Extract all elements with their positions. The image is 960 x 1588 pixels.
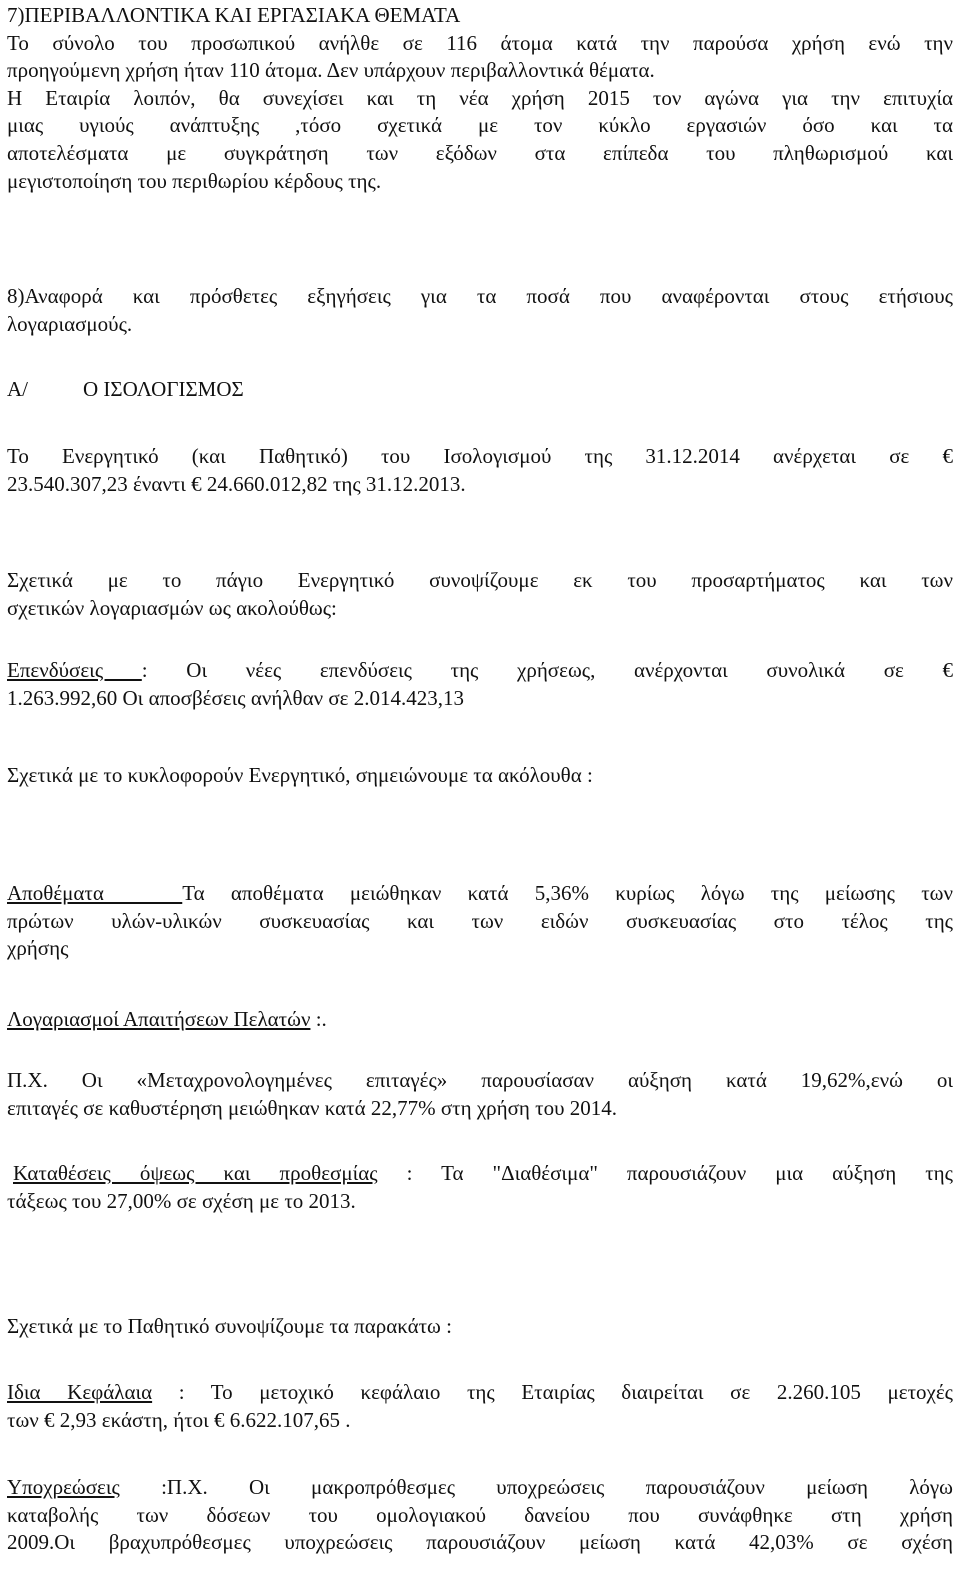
receivables-label: Λογαριασμοί Απαιτήσεων Πελατών (7, 1007, 311, 1031)
liabilities-intro-text: Σχετικά με το Παθητικό συνοψίζουμε τα παρακάτω : (7, 1314, 452, 1338)
receivables-heading (7, 1006, 953, 1034)
current-assets-intro (7, 762, 953, 790)
deposits-paragraph (7, 1160, 953, 1215)
deposits-label: Καταθέσεις όψεως και προθεσμίας (13, 1161, 378, 1185)
receivables-paragraph (7, 1067, 953, 1122)
obligations-line-3: 2009.Οι βραχυπρόθεσμες υποχρεώσεις παρουσιάζουν μείωση κατά 42,03% σε σχέση (7, 1530, 953, 1555)
current-assets-intro-text: Σχετικά με το κυκλοφορούν Ενεργητικό, σημειώνουμε τα ακόλουθα : (7, 763, 593, 787)
section-7-line-3: Η Εταιρία λοιπόν, θα συνεχίσει και τη νέα χρήση 2015 τον αγώνα για την επιτυχία (7, 85, 953, 110)
equity-line-2: των € 2,93 εκάστη, ήτοι € 6.622.107,65 . (7, 1407, 351, 1432)
equity-line-1-text: : Το μετοχικό κεφάλαιο της Εταιρίας διαιρείται σε 2.260.105 μετοχές (152, 1380, 953, 1404)
section-7-heading: 7)ΠΕΡΙΒΑΛΛΟΝΤΙΚΑ ΚΑΙ ΕΡΓΑΣΙΑΚΑ ΘΕΜΑΤΑ (7, 3, 461, 27)
equity-line-1 (7, 1379, 953, 1407)
inventories-paragraph (7, 880, 953, 963)
receivables-heading-line (7, 1006, 953, 1034)
section-7-line-2: προηγούμενη χρήση ήταν 110 άτομα. Δεν υπάρχουν περιβαλλοντικά θέματα. (7, 58, 655, 83)
inventories-line-1 (7, 880, 953, 908)
section-7 (7, 2, 953, 195)
fixed-assets-intro-line-1: Σχετικά με το πάγιο Ενεργητικό συνοψίζουμε εκ του προσαρτήματος και των (7, 568, 953, 592)
receivables-suffix: :. (310, 1007, 327, 1031)
equity-label: Ιδια Κεφάλαια (7, 1380, 153, 1404)
section-7-line-1: Το σύνολο του προσωπικού ανήλθε σε 116 άτομα κατά την παρούσα χρήση ενώ την (7, 30, 953, 55)
deposits-line-1-text: : Τα "Διαθέσιμα" παρουσιάζουν μια αύξηση της (377, 1161, 953, 1185)
receivables-line-2: επιταγές σε καθυστέρηση μειώθηκαν κατά 22,77% στη χρήση του 2014. (7, 1095, 617, 1120)
investments-paragraph (7, 657, 953, 712)
investments-line-2: 1.263.992,60 Οι αποσβέσεις ανήλθαν σε 2.014.423,13 (7, 685, 464, 710)
fixed-assets-intro-line-2: σχετικών λογαριασμών ως ακολούθως: (7, 595, 337, 620)
fixed-assets-intro (7, 567, 953, 622)
balance-sheet-title: Ο ΙΣΟΛΟΓΙΣΜΟΣ (83, 377, 244, 401)
section-marker: Α/ (7, 377, 28, 401)
investments-line-1 (7, 657, 953, 685)
obligations-paragraph (7, 1474, 953, 1557)
obligations-line-1 (7, 1474, 953, 1502)
investments-label: Επενδύσεις (7, 658, 142, 682)
section-7-line-4: μιας υγιούς ανάπτυξης ,τόσο σχετικά με τον κύκλο εργασιών όσο και τα (7, 113, 953, 138)
equity-paragraph (7, 1379, 953, 1434)
receivables-line-1: Π.Χ. Οι «Μεταχρονολογημένες επιταγές» παρουσίασαν αύξηση κατά 19,62%,ενώ οι (7, 1068, 953, 1092)
obligations-line-1-text: :Π.Χ. Οι μακροπρόθεσμες υποχρεώσεις παρουσιάζουν μείωση λόγω (119, 1475, 953, 1499)
balance-sheet-heading (7, 376, 953, 404)
investments-line-1-text: : Οι νέες επενδύσεις της χρήσεως, ανέρχονται συνολικά σε € (141, 658, 954, 682)
section-8-line-1: 8)Αναφορά και πρόσθετες εξηγήσεις για τα ποσά που αναφέρονται στους ετήσιους (7, 284, 953, 308)
section-8 (7, 283, 953, 338)
inventories-line-3: χρήσης (7, 936, 69, 961)
section-8-line-2: λογαριασμούς. (7, 311, 133, 336)
inventories-line-2: πρώτων υλών-υλικών συσκευασίας και των ειδών συσκευασίας στο τέλος της (7, 908, 953, 933)
balance-totals (7, 443, 953, 498)
deposits-line-1 (7, 1160, 953, 1188)
section-7-line-6: μεγιστοποίηση του περιθωρίου κέρδους της. (7, 168, 382, 193)
obligations-line-2: καταβολής των δόσεων του ομολογιακού δανείου που συνάφθηκε στη χρήση (7, 1502, 953, 1527)
inventories-line-1-text: Τα αποθέματα μειώθηκαν κατά 5,36% κυρίως λόγω της μείωσης των (182, 881, 953, 905)
section-7-line-5: αποτελέσματα με συγκράτηση των εξόδων στα επίπεδα του πληθωρισμού και (7, 140, 953, 165)
deposits-line-2: τάξεως του 27,00% σε σχέση με το 2013. (7, 1188, 356, 1213)
obligations-label: Υποχρεώσεις (7, 1475, 120, 1499)
inventories-label: Αποθέματα (7, 881, 183, 905)
balance-totals-line-1: Το Ενεργητικό (και Παθητικό) του Ισολογισμού της 31.12.2014 ανέρχεται σε € (7, 444, 953, 468)
liabilities-intro (7, 1313, 953, 1341)
balance-totals-line-2: 23.540.307,23 έναντι € 24.660.012,82 της 31.12.2013. (7, 471, 466, 496)
